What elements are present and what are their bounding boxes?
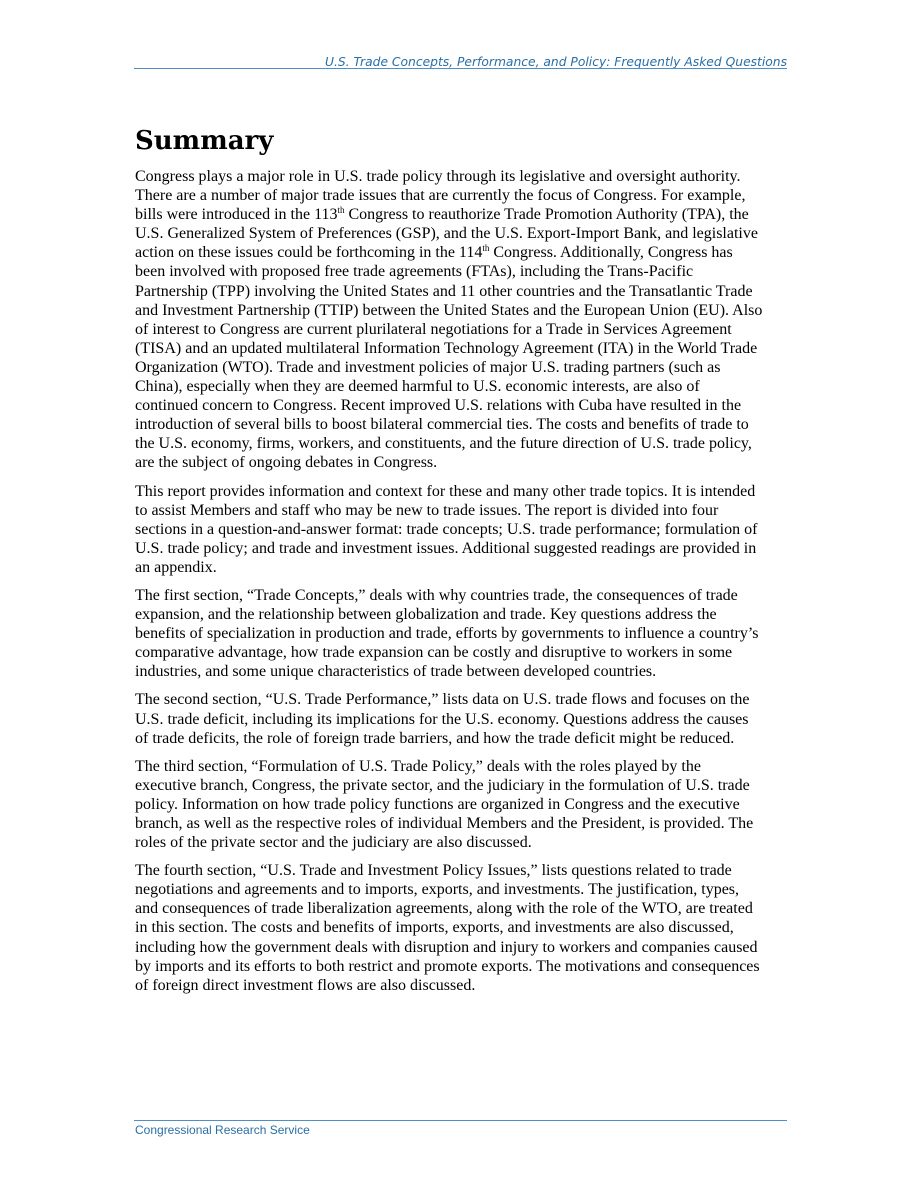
summary-paragraph: [135, 586, 787, 681]
paragraph-line: Organization (WTO). Trade and investment policies of major U.S. trading partners (such as: [135, 358, 721, 376]
summary-paragraph: [135, 861, 787, 995]
paragraph-line: of foreign direct investment flows are also discussed.: [135, 976, 476, 994]
paragraph-line: U.S. trade policy; and trade and investment issues. Additional suggested readings are provided in: [135, 539, 757, 557]
paragraph-line: Congress plays a major role in U.S. trade policy through its legislative and oversight authority.: [135, 168, 741, 185]
paragraph-line: introduction of several bills to boost bilateral commercial ties. The costs and benefits of trade to: [135, 416, 749, 434]
paragraph-line: branch, as well as the respective roles of individual Members and the President, is provided. The: [135, 815, 754, 832]
ordinal-superscript: th: [482, 243, 490, 254]
paragraph-line: This report provides information and context for these and many other trade topics. It is intended: [135, 482, 756, 500]
paragraph-line: expansion, and the relationship between globalization and trade. Key questions address the: [135, 606, 717, 624]
paragraph-line: an appendix.: [135, 558, 217, 576]
paragraph-line: The third section, “Formulation of U.S. Trade Policy,” deals with the roles played by the: [135, 757, 701, 775]
paragraph-line: comparative advantage, how trade expansion can be costly and disruptive to workers in some: [135, 644, 733, 662]
paragraph-line: the U.S. economy, firms, workers, and constituents, and the future direction of U.S. trade policy,: [135, 435, 752, 453]
paragraph-line: [135, 243, 787, 262]
summary-paragraph: [135, 757, 787, 852]
paragraph-line: of trade deficits, the role of foreign trade barriers, and how the trade deficit might be reduced.: [135, 729, 735, 747]
paragraph-line: China), especially when they are deemed harmful to U.S. economic interests, are also of: [135, 378, 700, 396]
line-text: Congress. Additionally, Congress has: [489, 244, 733, 262]
paragraph-line: U.S. trade deficit, including its implications for the U.S. economy. Questions address the causes: [135, 710, 749, 728]
paragraph-line: continued concern to Congress. Recent improved U.S. relations with Cuba have resulted in the: [135, 397, 742, 415]
section-title: Summary: [135, 126, 274, 156]
paragraph-line: roles of the private sector and the judiciary are also discussed.: [135, 834, 532, 852]
line-text: Congress to reauthorize Trade Promotion Authority (TPA), the: [344, 206, 749, 224]
paragraph-line: The fourth section, “U.S. Trade and Investment Policy Issues,” lists questions related to trade: [135, 862, 732, 880]
paragraph-line: and consequences of trade liberalization agreements, along with the role of the WTO, are treated: [135, 900, 753, 918]
summary-body: [135, 167, 787, 1004]
paragraph-line: negotiations and agreements and to imports, exports, and investments. The justification, types,: [135, 881, 740, 899]
paragraph-line: [135, 205, 787, 224]
paragraph-line: policy. Information on how trade policy functions are organized in Congress and the executive: [135, 795, 740, 813]
paragraph-line: to assist Members and staff who may be new to trade issues. The report is divided into four: [135, 501, 719, 519]
paragraph-line: and Investment Partnership (TTIP) between the United States and the European Union (EU). Also: [135, 301, 763, 319]
paragraph-line: are the subject of ongoing debates in Congress.: [135, 454, 438, 472]
paragraph-line: U.S. Generalized System of Preferences (GSP), and the U.S. Export-Import Bank, and legislative: [135, 225, 758, 243]
line-text: action on these issues could be forthcoming in the 114: [135, 244, 483, 262]
paragraph-line: been involved with proposed free trade agreements (FTAs), including the Trans-Pacific: [135, 263, 694, 281]
paragraph-line: including how the government deals with disruption and injury to workers and companies caused: [135, 938, 758, 956]
line-text: bills were introduced in the 113: [135, 206, 338, 224]
summary-paragraph: [135, 167, 787, 473]
running-header: U.S. Trade Concepts, Performance, and Policy: Frequently Asked Questions: [324, 55, 787, 69]
summary-paragraph: [135, 690, 787, 747]
paragraph-line: The first section, “Trade Concepts,” deals with why countries trade, the consequences of trade: [135, 586, 738, 604]
paragraph-line: executive branch, Congress, the private sector, and the judiciary in the formulation of U.S. trade: [135, 776, 750, 794]
summary-paragraph: [135, 482, 787, 577]
paragraph-line: of interest to Congress are current plurilateral negotiations for a Trade in Services Agreement: [135, 320, 732, 338]
header-rule: [134, 68, 787, 69]
footer-text: Congressional Research Service: [135, 1123, 310, 1137]
paragraph-line: The second section, “U.S. Trade Performance,” lists data on U.S. trade flows and focuses on the: [135, 691, 750, 709]
paragraph-line: There are a number of major trade issues that are currently the focus of Congress. For example,: [135, 187, 746, 205]
footer-rule: [134, 1120, 787, 1121]
paragraph-line: (TISA) and an updated multilateral Information Technology Agreement (ITA) in the World Trade: [135, 339, 758, 357]
paragraph-line: Partnership (TPP) involving the United States and 11 other countries and the Transatlantic Trade: [135, 282, 753, 300]
paragraph-line: by imports and its efforts to both restrict and promote exports. The motivations and consequences: [135, 957, 760, 975]
paragraph-line: benefits of specialization in production and trade, efforts by governments to influence a country’s: [135, 625, 759, 643]
paragraph-line: sections in a question-and-answer format: trade concepts; U.S. trade performance; formulation of: [135, 520, 758, 538]
paragraph-line: industries, and some unique characteristics of trade between developed countries.: [135, 663, 657, 681]
paragraph-line: in this section. The costs and benefits of imports, exports, and investments are also discussed,: [135, 919, 734, 937]
ordinal-superscript: th: [337, 205, 345, 216]
